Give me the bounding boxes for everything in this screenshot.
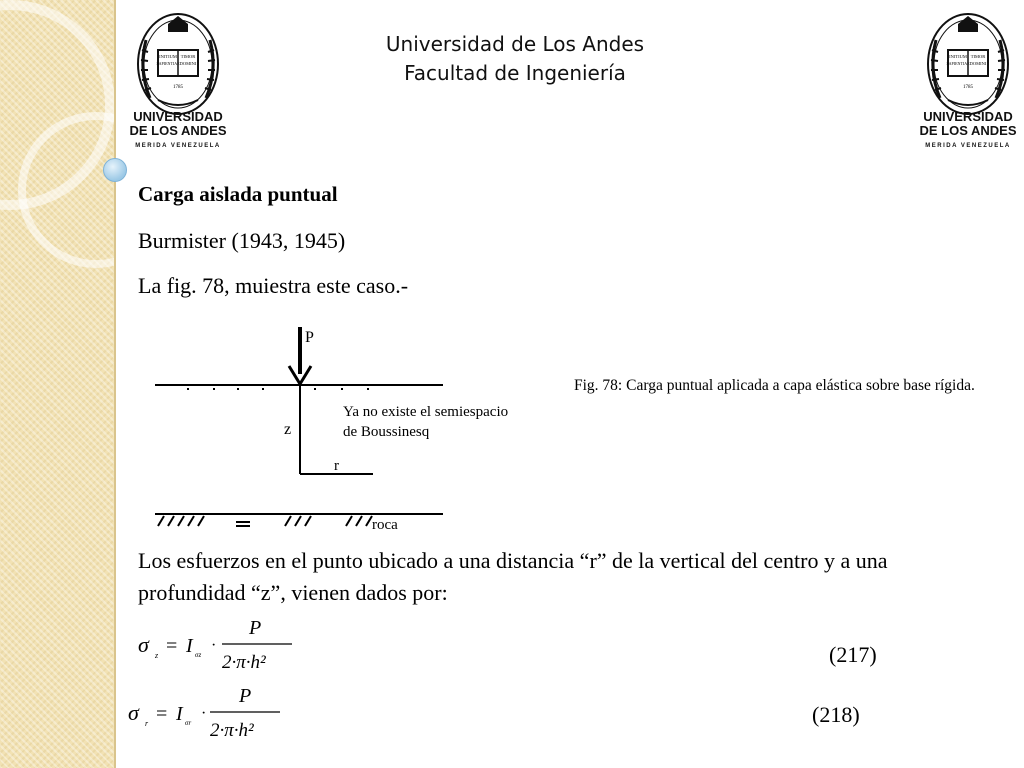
depth-label: z [284, 421, 292, 438]
logo-text-line1: UNIVERSIDAD [133, 109, 223, 124]
decorative-sidebar [0, 0, 114, 768]
eq-lhs-subscript: r [145, 719, 149, 728]
surface-ticks [188, 388, 368, 390]
eq-factor: I [176, 703, 183, 725]
eq-dot: · [201, 705, 207, 722]
base-hatch [285, 516, 311, 526]
decorative-dot [103, 158, 127, 182]
base-hatch [158, 516, 204, 526]
figure-note-line2: de Boussinesq [343, 424, 430, 440]
base-hatch [236, 522, 250, 526]
stress-paragraph: Los esfuerzos en el punto ubicado a una distancia “r” de la vertical del centro y a una profundidad “z”, vienen dados por: [138, 548, 888, 605]
eq-denominator: 2·π·h² [222, 652, 266, 673]
base-label: roca [372, 517, 398, 533]
logo-emblem [918, 10, 1018, 118]
logo-book-word: INITIUM [159, 54, 177, 59]
author-reference: Burmister (1943, 1945) [138, 228, 346, 253]
logo-book-word: TIMOR [970, 54, 986, 59]
sidebar-edge [114, 0, 116, 768]
eq-factor-subscript: σr [185, 719, 192, 727]
figure-78-diagram [150, 322, 550, 534]
base-hatch [346, 516, 372, 526]
section-title: Carga aislada puntual [138, 182, 338, 206]
logo-book-word: INITIUM [949, 54, 967, 59]
university-logo-right [918, 10, 1018, 160]
logo-book-word: TIMOR [180, 54, 196, 59]
radius-label: r [334, 458, 339, 474]
eq-numerator: P [239, 685, 252, 707]
load-label: P [305, 329, 314, 346]
logo-year: 1785 [173, 85, 183, 90]
eq-denominator: 2·π·h² [210, 720, 254, 741]
eq-equals-sign: = [156, 703, 168, 725]
equation-218 [124, 682, 294, 744]
logo-book-word: SAPIENTIAE [946, 61, 970, 66]
logo-emblem [128, 10, 228, 118]
figure-caption: Fig. 78: Carga puntual aplicada a capa elástica sobre base rígida. [574, 377, 975, 394]
logo-book-word: DOMINI [969, 61, 987, 66]
equation-217 [134, 614, 304, 676]
equation-number-218: (218) [812, 702, 860, 727]
eq-equals-sign: = [166, 635, 178, 657]
eq-numerator: P [249, 617, 262, 639]
logo-year: 1785 [963, 85, 973, 90]
eq-dot: · [211, 637, 217, 654]
logo-text-line2: DE LOS ANDES [129, 123, 227, 138]
eq-lhs-subscript: z [155, 651, 159, 660]
figure-note-line1: Ya no existe el semiespacio [343, 404, 509, 420]
logo-book-word: SAPIENTIAE [156, 61, 180, 66]
eq-lhs-symbol: σ [128, 700, 139, 725]
eq-factor-subscript: σz [195, 651, 202, 659]
slide-header [300, 30, 730, 88]
logo-text-line1: UNIVERSIDAD [923, 109, 1013, 124]
faculty-name: Facultad de Ingeniería [404, 61, 626, 85]
logo-text-line2: DE LOS ANDES [919, 123, 1017, 138]
logo-text-line3: MERIDA VENEZUELA [925, 143, 1011, 149]
figure-reference-line: La fig. 78, muiestra este caso.- [138, 273, 409, 298]
university-logo-left [128, 10, 228, 160]
logo-book-word: DOMINI [179, 61, 197, 66]
eq-lhs-symbol: σ [138, 632, 149, 657]
logo-text-line3: MERIDA VENEZUELA [135, 143, 221, 149]
eq-factor: I [186, 635, 193, 657]
equation-number-217: (217) [829, 642, 877, 667]
university-name: Universidad de Los Andes [385, 32, 645, 56]
